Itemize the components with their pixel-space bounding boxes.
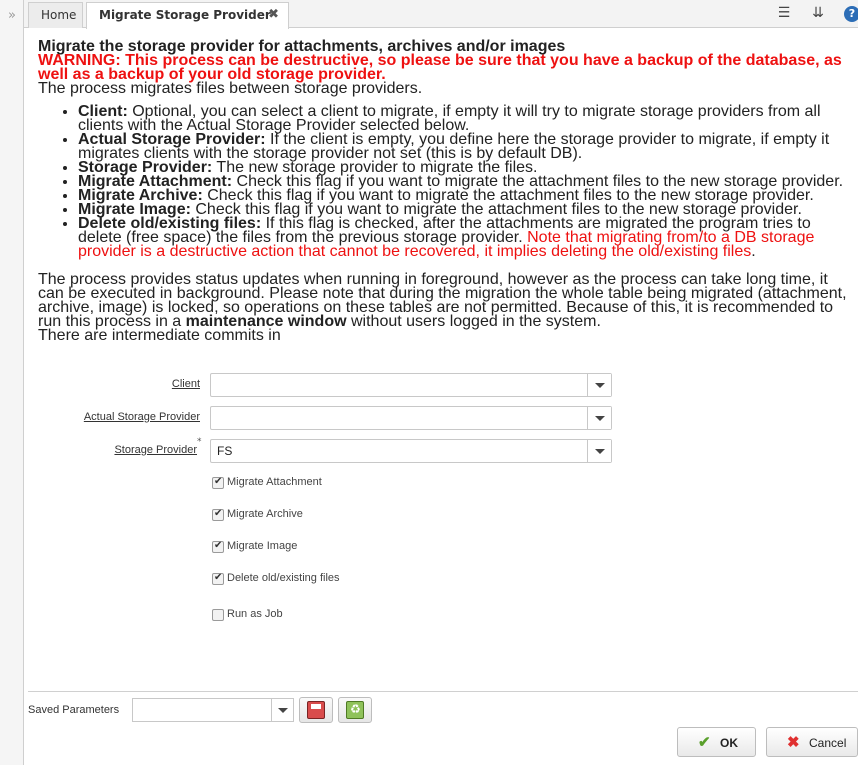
storage-provider-value: FS xyxy=(217,444,233,458)
list-item: • Migrate Archive: Check this flag if you want to migrate the attachment files to the new storage provider. xyxy=(78,189,858,203)
menu-icon[interactable]: ☰ xyxy=(777,5,791,21)
migrate-image-checkbox[interactable] xyxy=(212,541,224,553)
actual-storage-provider-combobox[interactable] xyxy=(210,406,612,430)
migrate-archive-label: Migrate Archive xyxy=(227,508,303,520)
chevron-down-icon[interactable] xyxy=(587,440,611,462)
list-item: • Actual Storage Provider: If the client is empty, you define here the storage provider to migrate, if empty it migrates clients with the storage provider not set (this is by default DB). xyxy=(78,133,858,161)
chevron-down-icon[interactable] xyxy=(587,374,611,396)
ok-label: OK xyxy=(720,736,738,750)
list-item: • Storage Provider: The new storage provider to migrate the files. xyxy=(78,161,858,175)
actual-storage-provider-label[interactable]: Actual Storage Provider xyxy=(83,411,200,423)
delete-icon xyxy=(346,701,364,719)
chevron-double-down-icon[interactable]: ⇊ xyxy=(812,5,824,21)
parameter-list xyxy=(38,105,858,259)
close-icon[interactable]: ✖ xyxy=(268,7,279,22)
list-item: • Migrate Image: Check this flag if you want to migrate the attachment files to the new storage provider. xyxy=(78,203,858,217)
check-icon: ✔ xyxy=(698,734,711,751)
x-icon: ✖ xyxy=(787,734,800,751)
delete-parameters-button[interactable] xyxy=(338,697,372,723)
client-label[interactable]: Client xyxy=(171,378,200,390)
expand-sidebar-icon[interactable]: » xyxy=(8,8,16,23)
tab-migrate-storage-provider[interactable] xyxy=(86,2,289,29)
saved-parameters-label: Saved Parameters xyxy=(28,704,120,716)
page-title: Migrate the storage provider for attachments, archives and/or images xyxy=(38,38,566,55)
migrate-attachment-checkbox[interactable] xyxy=(212,477,224,489)
warning-text: WARNING: This process can be destructive, so please be sure that you have a backup of the database, as well as a backup of your old storage provider. xyxy=(38,52,842,83)
save-parameters-button[interactable] xyxy=(299,697,333,723)
tab-home-label: Home xyxy=(41,8,77,22)
list-item: • Client: Optional, you can select a client to migrate, if empty it will try to migrate storage providers from all clients with the Actual Storage Provider selected below. xyxy=(78,105,858,133)
collapsed-sidebar xyxy=(0,0,24,765)
run-as-job-checkbox[interactable] xyxy=(212,609,224,621)
tab-active-label: Migrate Storage Provider xyxy=(99,8,271,22)
saved-parameters-combobox[interactable] xyxy=(132,698,294,722)
storage-provider-combobox[interactable] xyxy=(210,439,612,463)
tab-home[interactable] xyxy=(28,2,83,28)
footer-divider xyxy=(28,691,858,692)
process-description xyxy=(38,40,858,343)
migrate-image-label: Migrate Image xyxy=(227,540,298,552)
delete-old-files-label: Delete old/existing files xyxy=(227,572,340,584)
chevron-down-icon[interactable] xyxy=(271,699,293,721)
list-item: • Delete old/existing files: If this flag is checked, after the attachments are migrated the program tries to delete (free space) the files from the previous storage provider. Note that migrating from/to a DB storage provider is a destructive action that cannot be recovered, it implies deleting the old/existing files. xyxy=(78,217,858,259)
run-as-job-label: Run as Job xyxy=(227,608,283,620)
migrate-archive-checkbox[interactable] xyxy=(212,509,224,521)
migrate-attachment-label: Migrate Attachment xyxy=(227,476,322,488)
commits-note: There are intermediate commits in xyxy=(38,327,281,344)
mandatory-marker: * xyxy=(197,437,202,447)
chevron-down-icon[interactable] xyxy=(587,407,611,429)
background-note: The process provides status updates when running in foreground, however as the process can take long time, it can be executed in background. Please note that during the migration the whole table being migrated (attachment, archive, image) is locked, so operations on these tables are not permitted. Because of this, it is recommended to run this process in a maintenance window without users logged in the system. xyxy=(38,271,847,330)
ok-button[interactable] xyxy=(677,727,756,757)
client-combobox[interactable] xyxy=(210,373,612,397)
tab-bar xyxy=(24,0,858,28)
help-icon[interactable]: ? xyxy=(844,6,858,22)
intro-text: The process migrates files between storage providers. xyxy=(38,80,423,97)
delete-old-files-checkbox[interactable] xyxy=(212,573,224,585)
storage-provider-label[interactable]: Storage Provider xyxy=(114,444,197,456)
save-icon xyxy=(307,701,325,719)
cancel-label: Cancel xyxy=(809,736,847,750)
list-item: • Migrate Attachment: Check this flag if you want to migrate the attachment files to the new storage provider. xyxy=(78,175,858,189)
cancel-button[interactable] xyxy=(766,727,858,757)
